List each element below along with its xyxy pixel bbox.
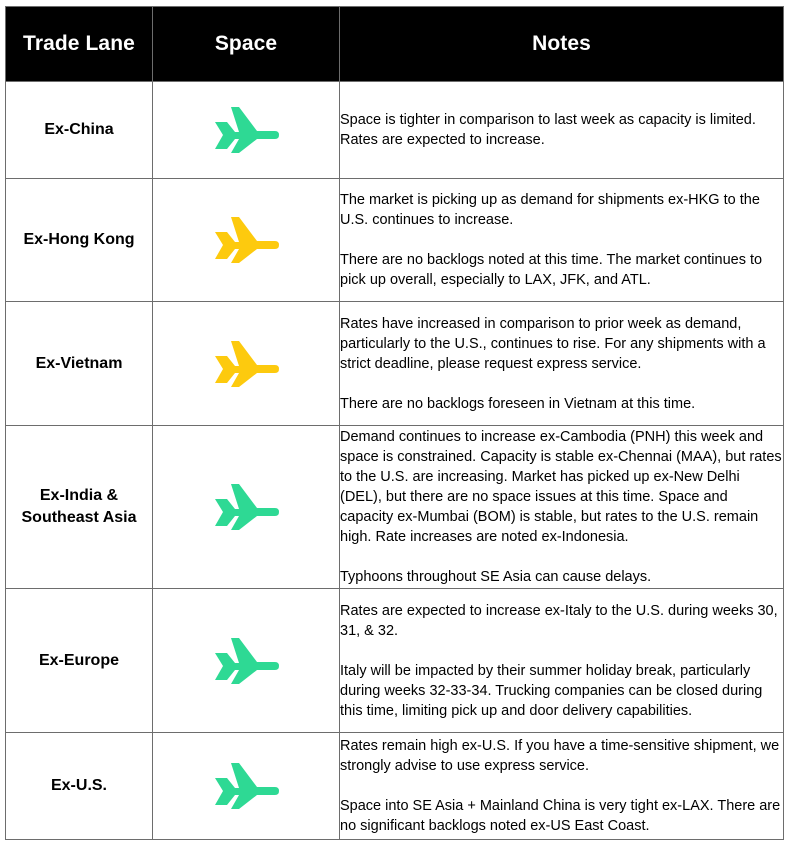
airplane-icon (213, 121, 279, 138)
header-space: Space (153, 7, 340, 82)
airplane-icon (213, 355, 279, 372)
note-paragraph: Rates are expected to increase ex-Italy to the U.S. during weeks 30, 31, & 32. (340, 602, 778, 639)
header-notes: Notes (340, 7, 784, 82)
note-paragraph: There are no backlogs foreseen in Vietnam at this time. (340, 395, 696, 412)
airplane-icon (213, 652, 279, 669)
note-paragraph: Typhoons throughout SE Asia can cause delays. (340, 569, 652, 585)
table-row (6, 302, 784, 426)
notes-cell (340, 589, 784, 733)
notes-cell (340, 82, 784, 179)
notes-cell (340, 733, 784, 840)
table-header-row (6, 7, 784, 82)
space-status-cell (153, 426, 340, 589)
trade-lane-name: Ex-Vietnam (6, 302, 153, 426)
space-status-cell (153, 302, 340, 426)
trade-lane-table-container (5, 6, 783, 838)
trade-lane-name: Ex-U.S. (6, 733, 153, 840)
trade-lane-name-line: Ex-India & (39, 487, 119, 504)
table-row (6, 733, 784, 840)
trade-lane-table (5, 6, 784, 840)
header-trade-lane: Trade Lane (6, 7, 153, 82)
notes-cell (340, 426, 784, 589)
note-paragraph: Space is tighter in comparison to last week as capacity is limited. Rates are expected to increase. (340, 112, 756, 148)
space-status-cell (153, 733, 340, 840)
notes-cell (340, 302, 784, 426)
note-paragraph: Rates remain high ex-U.S. If you have a time-sensitive shipment, we strongly advise to use express service. (340, 738, 780, 774)
note-paragraph: There are no backlogs noted at this time. The market continues to pick up overall, especially to LAX, JFK, and ATL. (340, 252, 763, 288)
table-row (6, 179, 784, 302)
note-paragraph: Rates have increased in comparison to prior week as demand, particularly to the U.S., continues to rise. For any shipments with a strict deadline, please request express service. (340, 315, 766, 372)
notes-cell (340, 179, 784, 302)
airplane-icon (213, 777, 279, 794)
note-paragraph: Italy will be impacted by their summer holiday break, particularly during weeks 32-33-34. Trucking companies can be closed during this time, limiting pick up and door delivery capabilities. (340, 662, 763, 719)
space-status-cell (153, 82, 340, 179)
airplane-icon (213, 231, 279, 248)
note-paragraph: Demand continues to increase ex-Cambodia (PNH) this week and space is constrained. Capacity is stable ex-Chennai (MAA), but rates to the U.S. are increasing. Market has picked up ex-New Delhi (DEL), but there are no space issues at this time. Space and capacity ex-Mumbai (BOM) is stable, but rates to the U.S. remain high. Rate increases are noted ex-Indonesia. (340, 429, 782, 545)
trade-lane-name: Ex-Hong Kong (6, 179, 153, 302)
trade-lane-name: Ex-Europe (6, 589, 153, 733)
trade-lane-name-line: Southeast Asia (21, 509, 137, 526)
trade-lane-name: Ex-China (6, 82, 153, 179)
space-status-cell (153, 179, 340, 302)
note-paragraph: The market is picking up as demand for shipments ex-HKG to the U.S. continues to increase. (340, 192, 760, 228)
table-row (6, 589, 784, 733)
table-row (6, 426, 784, 589)
trade-lane-name (6, 426, 153, 589)
airplane-icon (213, 498, 279, 515)
note-paragraph: Space into SE Asia + Mainland China is very tight ex-LAX. There are no significant backlogs noted ex-US East Coast. (340, 798, 781, 834)
space-status-cell (153, 589, 340, 733)
table-row (6, 82, 784, 179)
